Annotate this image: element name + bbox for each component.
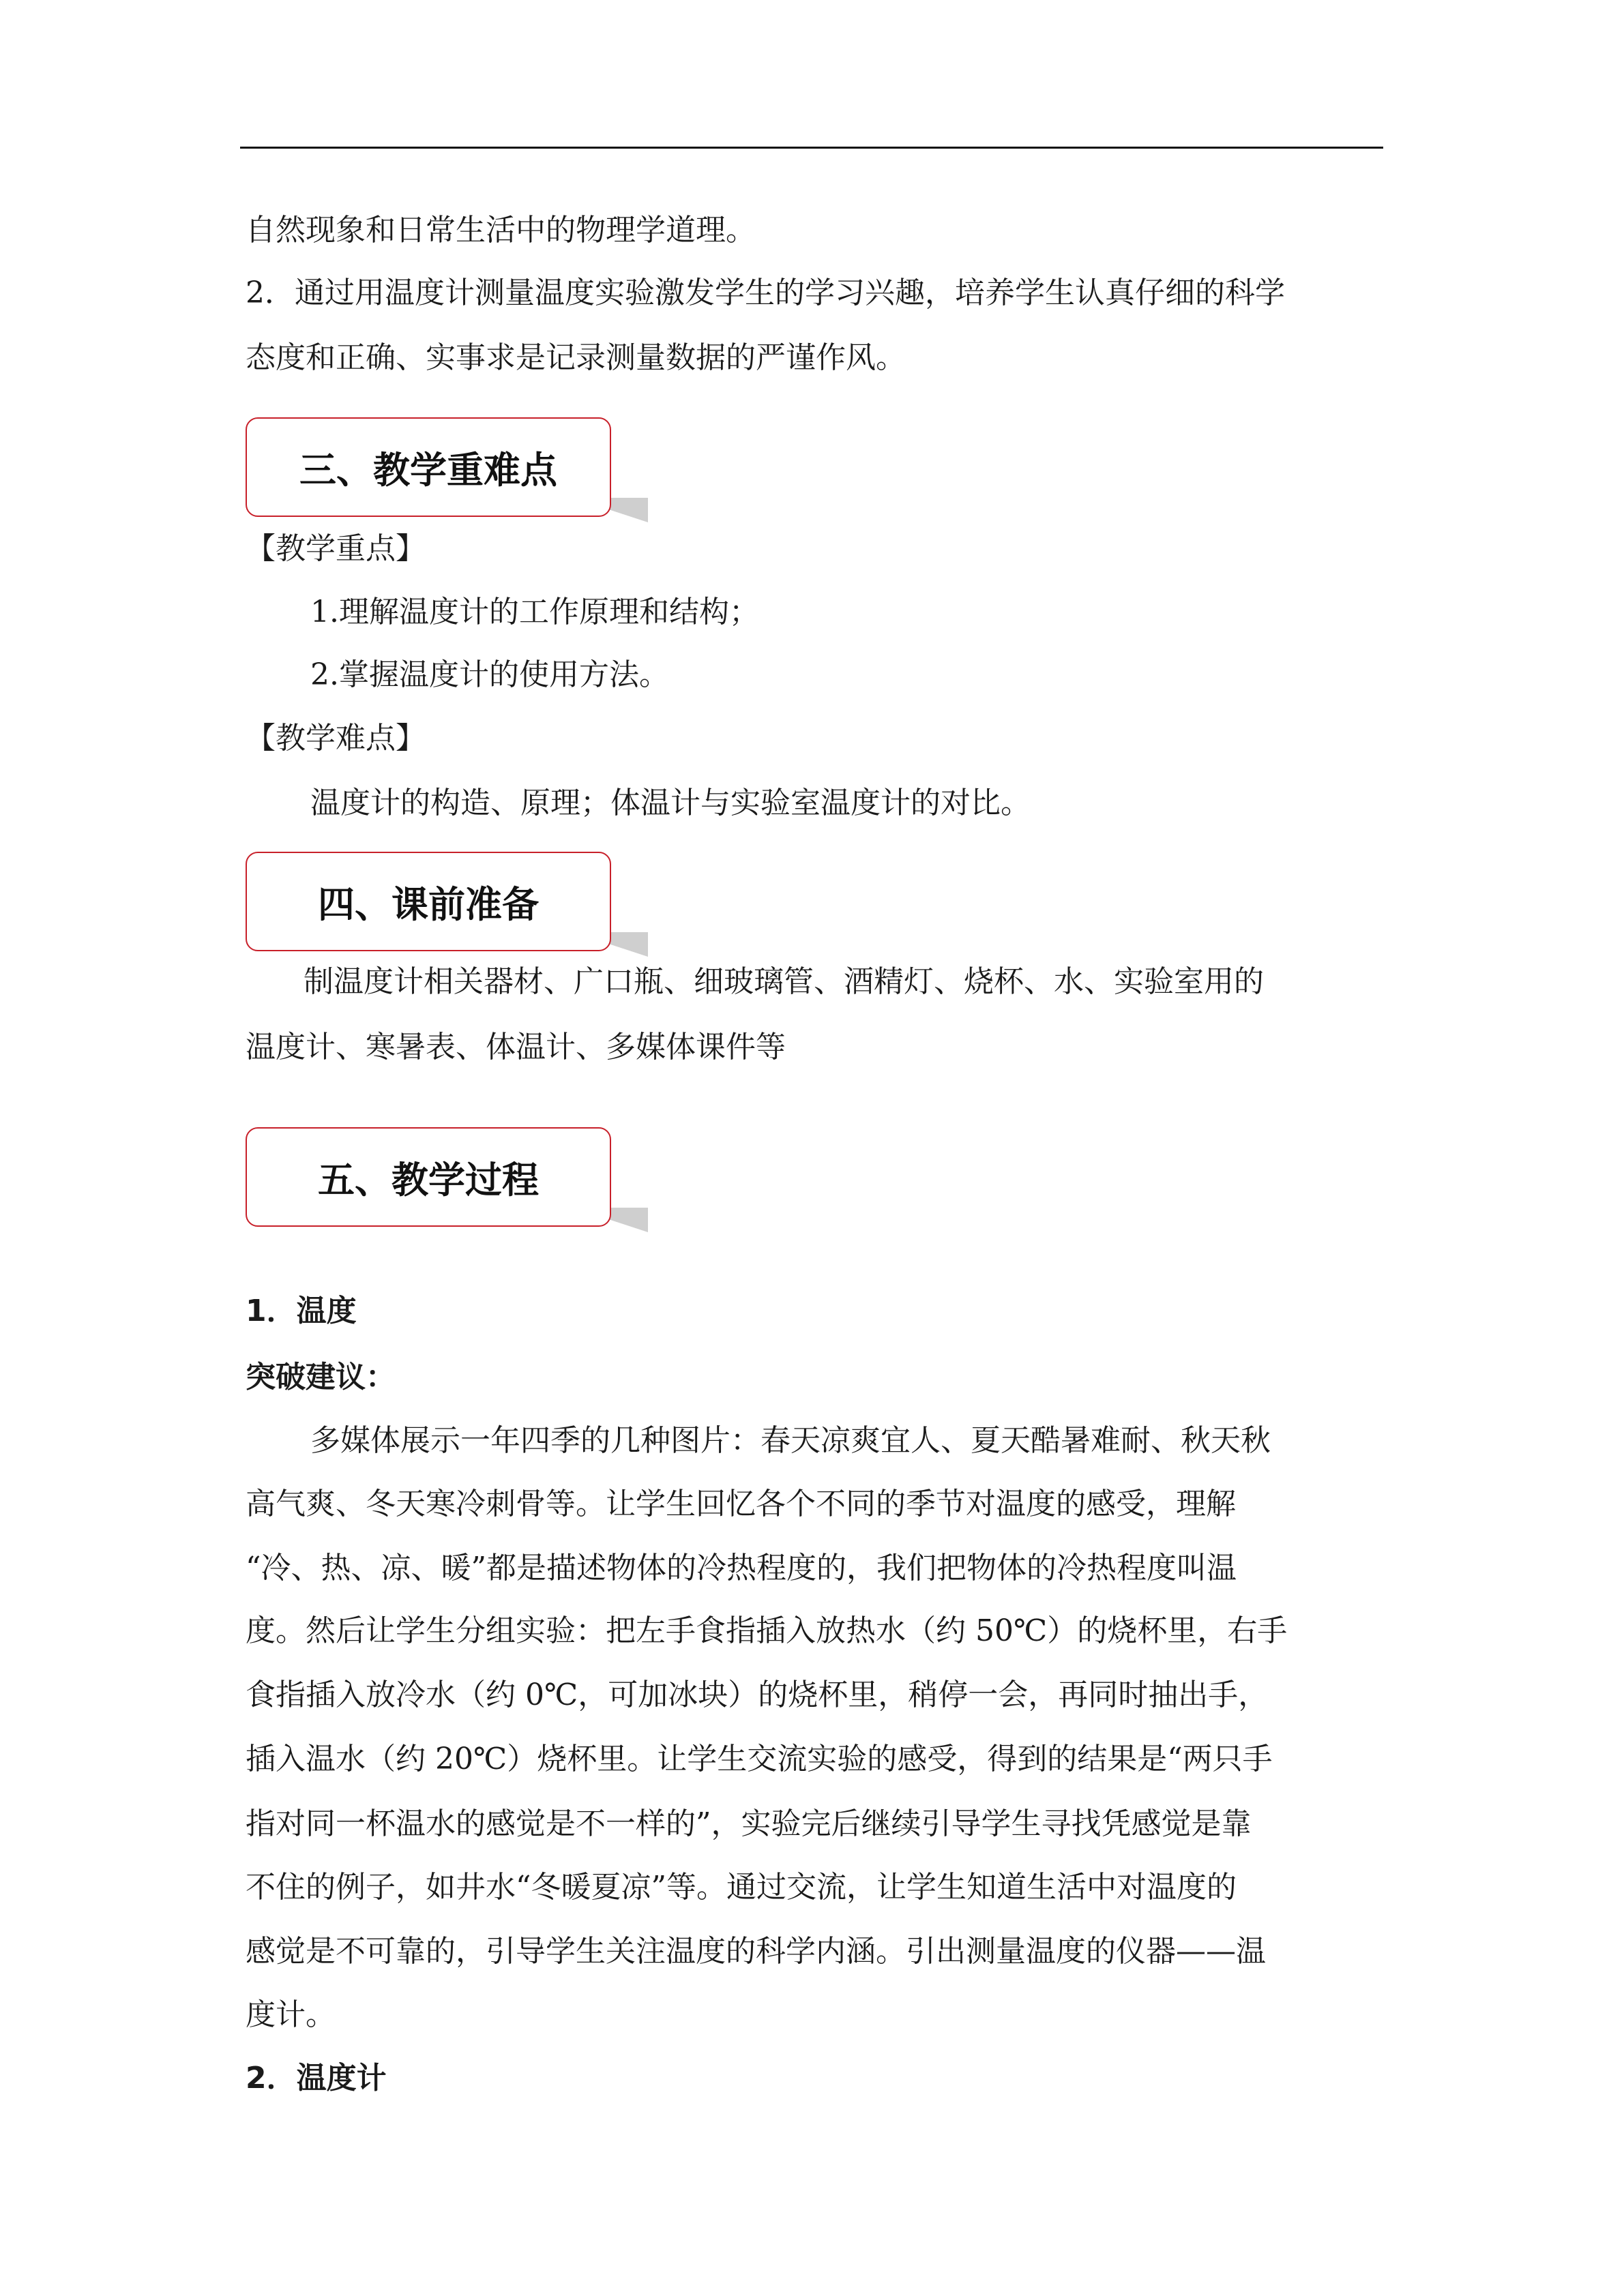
process-line-7: 指对同一杯温水的感觉是不一样的”，实验完后继续引导学生寻找凭感觉是靠 bbox=[246, 1806, 1252, 1841]
difficulty-text: 温度计的构造、原理；体温计与实验室温度计的对比。 bbox=[310, 786, 1031, 820]
difficulty-label: 【教学难点】 bbox=[246, 721, 426, 756]
key-points-label: 【教学重点】 bbox=[246, 531, 426, 566]
key-point-1: 1.理解温度计的工作原理和结构； bbox=[310, 595, 759, 629]
key-point-2: 2.掌握温度计的使用方法。 bbox=[310, 657, 669, 692]
section-heading-4 bbox=[246, 852, 611, 951]
process-line-8: 不住的例子，如井水“冬暖夏凉”等。通过交流，让学生知道生活中对温度的 bbox=[246, 1870, 1237, 1905]
prep-line-2: 温度计、寒暑表、体温计、多媒体课件等 bbox=[246, 1030, 786, 1064]
process-heading-1: 1．温度 bbox=[246, 1294, 357, 1328]
process-line-6: 插入温水（约 20℃）烧杯里。让学生交流实验的感受，得到的结果是“两只手 bbox=[246, 1742, 1273, 1776]
header-rule bbox=[240, 147, 1383, 149]
intro-line-3: 态度和正确、实事求是记录测量数据的严谨作风。 bbox=[246, 340, 906, 375]
process-line-2: 高气爽、冬天寒冷刺骨等。让学生回忆各个不同的季节对温度的感受，理解 bbox=[246, 1487, 1236, 1521]
intro-line-2: 2．通过用温度计测量温度实验激发学生的学习兴趣，培养学生认真仔细的科学 bbox=[246, 275, 1285, 310]
section-title-5: 五、教学过程 bbox=[246, 1127, 611, 1227]
section-title-3: 三、教学重难点 bbox=[246, 417, 611, 517]
section-title-4: 四、课前准备 bbox=[246, 852, 611, 951]
suggestion-label: 突破建议： bbox=[246, 1360, 396, 1395]
process-line-9: 感觉是不可靠的，引导学生关注温度的科学内涵。引出测量温度的仪器——温 bbox=[246, 1934, 1266, 1969]
section-heading-5 bbox=[246, 1127, 611, 1227]
process-line-10: 度计。 bbox=[246, 1997, 336, 2032]
process-heading-2: 2．温度计 bbox=[246, 2061, 387, 2096]
process-line-3: “冷、热、凉、暖”都是描述物体的冷热程度的，我们把物体的冷热程度叫温 bbox=[246, 1551, 1237, 1585]
process-line-5: 食指插入放冷水（约 0℃，可加冰块）的烧杯里，稍停一会，再同时抽出手， bbox=[246, 1678, 1269, 1712]
prep-line-1: 制温度计相关器材、广口瓶、细玻璃管、酒精灯、烧杯、水、实验室用的 bbox=[304, 964, 1264, 999]
process-line-4: 度。然后让学生分组实验：把左手食指插入放热水（约 50℃）的烧杯里，右手 bbox=[246, 1613, 1288, 1648]
section-heading-3 bbox=[246, 417, 611, 517]
process-line-1: 多媒体展示一年四季的几种图片：春天凉爽宜人、夏天酷暑难耐、秋天秋 bbox=[310, 1423, 1271, 1458]
intro-line-1: 自然现象和日常生活中的物理学道理。 bbox=[246, 213, 756, 248]
